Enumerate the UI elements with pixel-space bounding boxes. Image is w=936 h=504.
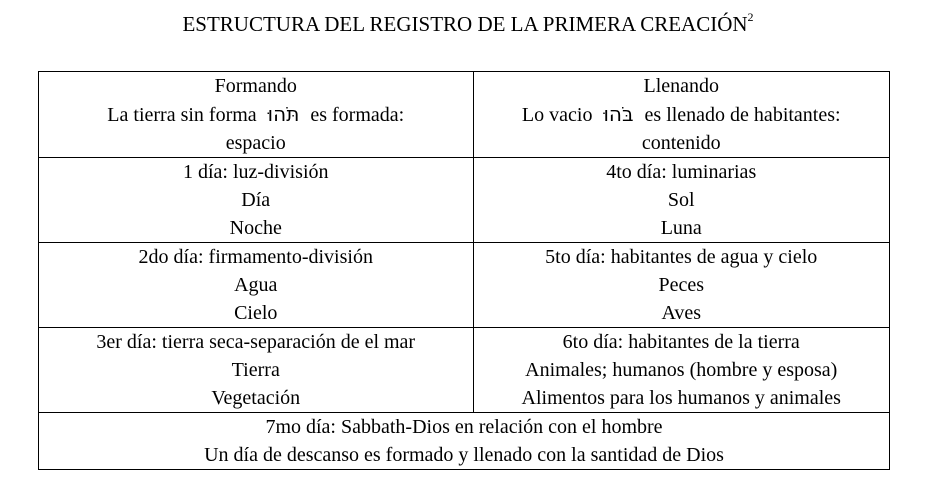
sabbath-row [39,413,890,470]
sabbath-desc: Un día de descanso es formado y llenado con la santidad de Dios [204,444,724,466]
header-filling-title: Llenando [643,75,720,97]
day-1-cell [39,158,474,243]
hebrew-tohu: תֹּהוּ [267,102,300,126]
day-1-title: 1 día: luz-división [182,161,329,183]
day-1-item-1: Día [241,189,271,211]
day-6-item-1: Animales; humanos (hombre y esposa) [525,359,838,381]
document-title [0,12,936,37]
header-filling-sub: contenido [641,132,721,154]
sabbath-title: 7mo día: Sabbath-Dios en relación con el hombre [265,416,663,438]
day-5-item-2: Aves [661,302,702,324]
day-4-item-2: Luna [660,217,702,239]
day-2-item-2: Cielo [234,302,278,324]
day-3-item-1: Tierra [231,359,280,381]
title-text: ESTRUCTURA DEL REGISTRO DE LA PRIMERA CREACIÓN [182,12,748,36]
day-row-2 [39,243,890,328]
day-6-title: 6to día: habitantes de la tierra [562,331,800,353]
sabbath-cell [39,413,890,470]
day-3-cell [39,328,474,413]
header-filling-desc-pre: Lo vacio [521,104,593,126]
day-5-item-1: Peces [658,274,705,296]
day-4-item-1: Sol [667,189,695,211]
header-forming-cell [39,72,474,158]
header-row [39,72,890,158]
day-2-cell [39,243,474,328]
day-5-title: 5to día: habitantes de agua y cielo [545,246,818,268]
day-3-item-2: Vegetación [211,387,301,409]
creation-table [38,71,890,470]
header-filling-desc [478,100,886,129]
hebrew-bohu: בֹּהוּ [603,102,634,126]
header-filling-cell [473,72,890,158]
header-forming-title: Formando [214,75,297,97]
header-forming-desc-post: es formada: [310,104,405,126]
header-forming-desc [43,100,469,129]
header-forming-sub: espacio [225,132,286,154]
day-6-cell [473,328,890,413]
header-forming-desc-pre: La tierra sin forma [107,104,257,126]
day-4-title: 4to día: luminarias [606,161,757,183]
day-row-1 [39,158,890,243]
title-footnote: 2 [747,10,754,24]
day-2-item-1: Agua [234,274,278,296]
header-filling-desc-post: es llenado de habitantes: [644,104,841,126]
day-6-item-2: Alimentos para los humanos y animales [521,387,841,409]
day-1-item-2: Noche [229,217,282,239]
day-4-cell [473,158,890,243]
day-5-cell [473,243,890,328]
day-2-title: 2do día: firmamento-división [138,246,373,268]
day-row-3 [39,328,890,413]
day-3-title: 3er día: tierra seca-separación de el mar [96,331,416,353]
